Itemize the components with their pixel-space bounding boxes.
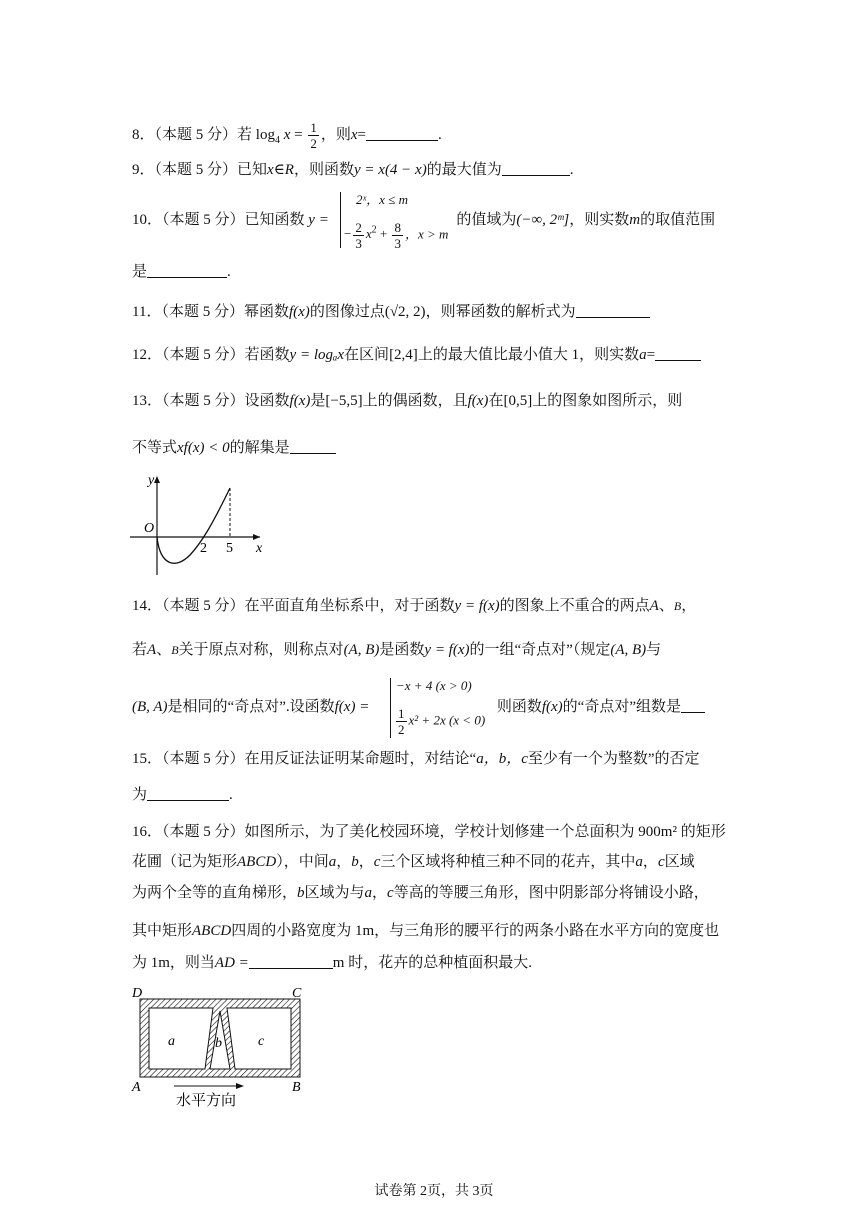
q-sep: 、 [658, 598, 674, 614]
question-16-line5 [132, 953, 532, 973]
q-text: 是相同的“奇点对”.设函数 [167, 699, 335, 715]
answer-blank[interactable] [249, 954, 333, 969]
answer-blank[interactable] [147, 786, 229, 801]
q-text: 的解集是 [229, 440, 290, 456]
fraction-half: $\frac{1}{2}$ [398, 706, 405, 737]
q-points: （本题 5 分） [162, 824, 245, 840]
q-text: 是 [310, 393, 326, 409]
q-text: 已知 [237, 162, 268, 178]
q-ineq: xf(x) < 0 [177, 440, 230, 456]
q-func: y = f(x) [424, 642, 470, 658]
q-points: （本题 5 分） [161, 304, 244, 320]
question-15-line2 [132, 785, 233, 805]
rect-abcd: ABCD [237, 854, 277, 870]
q-cond: x∈R [267, 162, 294, 178]
x-axis-arrow [253, 534, 260, 540]
q-period: . [227, 264, 231, 280]
q-expr: AD = [214, 955, 249, 971]
y-axis-arrow [154, 476, 160, 483]
tick-2: 2 [200, 541, 207, 556]
q-points: （本题 5 分） [162, 751, 245, 767]
q-text: 与 [646, 642, 662, 658]
q-period: . [229, 787, 233, 803]
q-text: 的值域为 [456, 212, 517, 228]
question-9 [132, 160, 573, 180]
q-text: 是 [132, 264, 148, 280]
q-expr: y = x(4 − x) [354, 162, 427, 178]
q-points: （本题 5 分） [162, 347, 245, 363]
q-points: （本题 5 分） [162, 598, 245, 614]
direction-label: 水平方向 [176, 1091, 237, 1109]
q-text: 则函数 [496, 699, 542, 715]
question-12 [132, 345, 701, 365]
q-text: 四周的小路宽度为 1m，与三角形的腰平行的两条小路在水平方向的宽度也 [231, 923, 720, 939]
q-text: ），中间 [276, 854, 329, 870]
q-text: 其中矩形 [132, 923, 193, 939]
x-label: x [256, 541, 263, 556]
rect-abcd: ABCD [192, 923, 232, 939]
q-text: 上的偶函数，且 [362, 393, 468, 409]
answer-blank[interactable] [366, 126, 438, 141]
region-b-label: b [215, 1036, 222, 1051]
q-text: 不等式 [132, 440, 178, 456]
q-number: 13． [132, 393, 163, 409]
question-14 [132, 596, 696, 616]
answer-blank[interactable] [576, 303, 650, 318]
q-interval: [−5,5] [325, 393, 363, 409]
q-text: 上的图象如图所示，则 [532, 393, 683, 409]
q-text: 的图像过点 [309, 304, 385, 320]
region-a-shape [149, 1008, 213, 1069]
q-pair: (A, B) [343, 642, 380, 658]
q-func: y = f(x) [454, 598, 500, 614]
region-c: c [657, 854, 665, 870]
q-text: 的“奇点对”组数是 [562, 699, 681, 715]
q-range: (−∞, 2ᵐ] [516, 212, 570, 228]
q-interval: [2,4] [389, 347, 418, 363]
case2-math: − $\frac{2}{3}$ $x^2$ + $\frac{8}{3}$ [344, 220, 401, 251]
case-text: ，x > m [404, 226, 449, 242]
q-func: f(x) = [334, 699, 370, 715]
q-vars: a，b，c [476, 751, 528, 767]
q-text: 区域为与 [304, 885, 365, 901]
fraction-half: $\frac{1}{2}$ [310, 120, 317, 151]
region-c-label: c [258, 1034, 265, 1049]
region-c: c [373, 854, 381, 870]
q-sep: ， [681, 598, 697, 614]
q-text: 如图所示，为了美化校园环境，学校计划修建一个总面积为 900m² 的矩形 [244, 824, 726, 840]
q-number: 16． [132, 824, 163, 840]
q-text: 的一组“奇点对”（规定 [469, 642, 611, 658]
q16-garden-diagram [128, 985, 318, 1115]
region-a: a [364, 885, 373, 901]
q-pair: (A, B) [610, 642, 647, 658]
q-func: f(x) [288, 304, 310, 320]
label-c: C [292, 986, 302, 1001]
question-11 [132, 302, 650, 322]
question-10-line2 [132, 262, 231, 282]
q-text: ，则实数 [569, 212, 630, 228]
q-text: 若 [237, 126, 253, 143]
region-b: b [351, 854, 359, 870]
q-text: 为 1m，则当 [132, 955, 215, 971]
q-text: 若 [132, 642, 148, 658]
q-interval: [0,5] [503, 393, 533, 409]
q-text: 在 [488, 393, 504, 409]
y-label: y [148, 473, 155, 488]
q-text: ，则幂函数的解析式为 [425, 304, 576, 320]
q-text: 幂函数 [243, 304, 289, 320]
q-text: 在平面直角坐标系中，对于函数 [244, 598, 455, 614]
q-text: 关于原点对称，则称点对 [178, 642, 344, 658]
q-text: 是函数 [379, 642, 425, 658]
answer-blank[interactable] [147, 263, 227, 278]
question-8 [132, 120, 442, 151]
q-points: （本题 5 分） [154, 126, 238, 143]
q-eq: = [646, 347, 656, 363]
point-b: B [673, 599, 682, 613]
region-c: c [387, 885, 394, 901]
answer-blank[interactable] [502, 161, 570, 176]
q-pair: (B, A) [132, 699, 168, 715]
q-text: 区域 [664, 854, 695, 870]
question-16 [132, 822, 726, 842]
point-a: A [147, 642, 157, 658]
q-text: 等高的等腰三角形，图中阴影部分将铺设小路， [393, 885, 709, 901]
label-a: A [132, 1080, 141, 1095]
piecewise-brace [340, 192, 341, 248]
page-footer: 试卷第 2页，共 3页 [374, 1184, 494, 1199]
piecewise-case-2 [344, 220, 448, 251]
q-number: 12． [132, 347, 163, 363]
q-text: 设函数 [244, 393, 290, 409]
q-text: ，则 [320, 126, 351, 143]
answer-blank[interactable] [681, 698, 705, 713]
q-period: . [438, 126, 442, 143]
q-points: （本题 5 分） [162, 212, 245, 228]
question-13 [132, 391, 682, 411]
q-number: 15． [132, 751, 163, 767]
func-y: y = [308, 212, 329, 228]
q-var: a [639, 347, 647, 363]
q-expr: y = logₐx [289, 347, 345, 363]
q-number: 9． [132, 162, 155, 178]
question-15 [132, 749, 700, 769]
q-var: x [350, 126, 358, 143]
q-text: 至少有一个为整数”的否定 [527, 751, 700, 767]
q-period: . [569, 162, 574, 178]
q-text: 花圃（记为矩形 [132, 854, 238, 870]
q-number: 10． [132, 212, 163, 228]
function-curve [157, 488, 230, 563]
piecewise-brace [390, 678, 391, 738]
q-eq: = [357, 126, 367, 143]
label-b: B [292, 1080, 301, 1095]
question-16-line2: 花圃（记为矩形ABCD），中间a，b，c三个区域将种植三种不同的花卉，其中a，c区域 [132, 854, 695, 870]
piecewise-case-2 [394, 706, 485, 737]
label-d: D [132, 986, 143, 1001]
q-text: m 时，花卉的总种植面积最大. [332, 955, 532, 971]
q-text: 若函数 [244, 347, 290, 363]
q-text: 的最大值为 [426, 162, 502, 178]
question-16-line3: 为两个全等的直角梯形，b区域为与a，c等高的等腰三角形，图中阴影部分将铺设小路， [132, 885, 709, 901]
q-func: f(x) [541, 699, 563, 715]
q-number: 14． [132, 598, 163, 614]
q-text: 三个区域将种植三种不同的花卉，其中 [380, 854, 636, 870]
q-points: （本题 5 分） [154, 162, 238, 178]
question-13-line2 [132, 438, 336, 458]
q-point: (√2, 2) [384, 304, 426, 320]
point-b: B [171, 643, 179, 657]
q13-graph [120, 470, 280, 580]
region-b: b [297, 885, 305, 901]
question-16-line4 [132, 921, 719, 941]
q-points: （本题 5 分） [162, 393, 245, 409]
q-text: 为两个全等的直角梯形， [132, 885, 298, 901]
region-a: a [328, 854, 337, 870]
q-text: 的取值范围 [640, 212, 716, 228]
q-text: 已知函数 [244, 212, 305, 228]
tick-5: 5 [226, 541, 233, 556]
q-func: f(x) [467, 393, 489, 409]
q-number: 11． [132, 304, 162, 320]
q-text: ，则函数 [293, 162, 354, 178]
q-var: m [629, 212, 641, 228]
q-sep: 、 [156, 642, 172, 658]
case-text: 2ˣ，x ≤ m [356, 192, 408, 207]
q-text: 的图象上不重合的两点 [499, 598, 650, 614]
case-text: x² + 2x (x < 0) [408, 712, 486, 728]
piecewise-case-1 [396, 676, 472, 696]
case-text: −x + 4 (x > 0) [396, 678, 472, 693]
region-a-label: a [168, 1034, 175, 1049]
q-text: 在区间 [344, 347, 390, 363]
q-number: 8． [132, 126, 155, 143]
answer-blank[interactable] [290, 439, 336, 454]
q-text: 在用反证法证明某命题时，对结论“ [244, 751, 477, 767]
point-a: A [649, 598, 659, 614]
arrow-head [236, 1083, 244, 1089]
origin-label: O [144, 521, 155, 536]
q-text: 为 [132, 787, 148, 803]
answer-blank[interactable] [655, 346, 701, 361]
region-a: a [635, 854, 643, 870]
q-func: f(x) [289, 393, 311, 409]
log-expr: $\log_4 x$ = [255, 126, 303, 146]
question-14-line2 [132, 640, 661, 660]
piecewise-case-1 [356, 190, 408, 210]
q-text: 上的最大值比最小值大 1，则实数 [417, 347, 640, 363]
